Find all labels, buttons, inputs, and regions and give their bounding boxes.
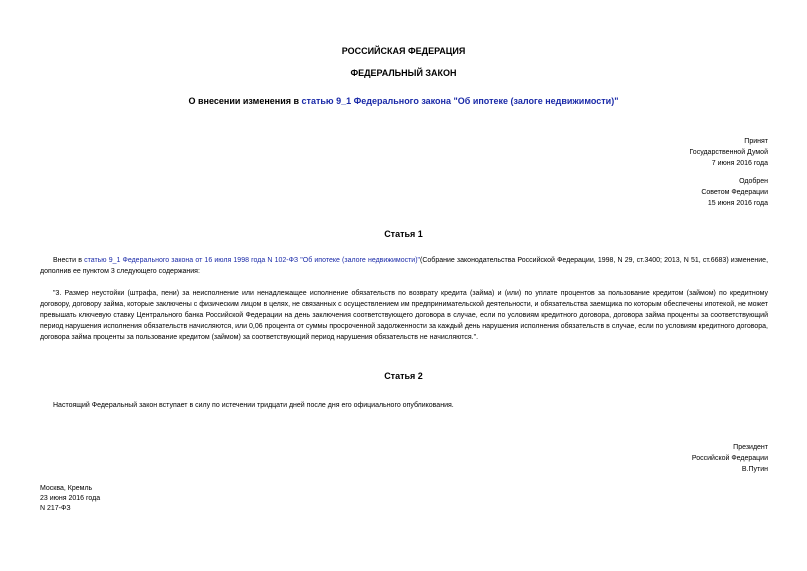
footer-date: 23 июня 2016 года (40, 495, 101, 502)
footer-block (40, 484, 100, 514)
signature-block (692, 442, 768, 475)
adopted-date: 7 июня 2016 года (711, 160, 768, 167)
article-1-heading: Статья 1 (384, 229, 423, 239)
doc-type-heading: ФЕДЕРАЛЬНЫЙ ЗАКОН (350, 68, 457, 78)
signature-title: Президент (733, 444, 768, 451)
article-1-intro-prefix: Внести в (53, 257, 85, 264)
law-title (0, 95, 807, 107)
country-heading: РОССИЙСКАЯ ФЕДЕРАЦИЯ (341, 46, 466, 56)
adopted-block (689, 136, 768, 169)
signature-country: Российской Федерации (691, 455, 768, 462)
adopted-body: Государственной Думой (689, 149, 768, 156)
approved-label: Одобрен (739, 178, 768, 185)
approved-block (701, 176, 768, 209)
article-1-quote: "3. Размер неустойки (штрафа, пени) за неисполнение или ненадлежащее исполнение обязательств по возврату кредита (займа) и (или) по уплате процентов за пользование кредитом (займом) по кредитному договору, договору займа, которые заключены с физическим лицом в целях, не связанных с осуществлением им предпринимательской деятельности, и обязательства заемщика по которым обеспечены ипотекой, не может превышать ключевую ставку Центрального банка Российской Федерации на день заключения соответствующего договора в случае, если по условиям кредитного договора, договора займа проценты за соответствующий период нарушения исполнения обязательств начисляются, или 0,06 процента от суммы просроченной задолженности за каждый день нарушения исполнения обязательств в случае, если по условиям кредитного договора, договора займа проценты за пользование кредитом (займом) за соответствующий период нарушения обязательств не начисляются.". (40, 290, 768, 341)
approved-body: Советом Федерации (701, 189, 768, 196)
law-title-link[interactable]: статью 9_1 Федерального закона "Об ипотеке (залоге недвижимости)" (301, 96, 619, 106)
signature-name: В.Путин (741, 466, 768, 473)
article-1-intro-link[interactable]: статью 9_1 Федерального закона от 16 июля 1998 года N 102-ФЗ "Об ипотеке (залоге недвижимости)" (84, 257, 421, 264)
approved-date: 15 июня 2016 года (707, 200, 768, 207)
footer-number: N 217-ФЗ (40, 505, 71, 512)
article-2-text: Настоящий Федеральный закон вступает в силу по истечении тридцати дней после дня его официального опубликования. (53, 402, 454, 409)
article-1-intro (40, 255, 768, 277)
footer-place: Москва, Кремль (40, 485, 93, 492)
adopted-label: Принят (744, 138, 768, 145)
article-1-intro-suffix: (Собрание законодательства Российской Федерации, 1998, N 29, ст.3400; 2013, N 51, ст.6683) изменение, дополнив ее пунктом 3 следующего содержания: (40, 257, 769, 275)
article-2-heading: Статья 2 (384, 371, 423, 381)
law-title-prefix: О внесении изменения в (188, 96, 302, 106)
